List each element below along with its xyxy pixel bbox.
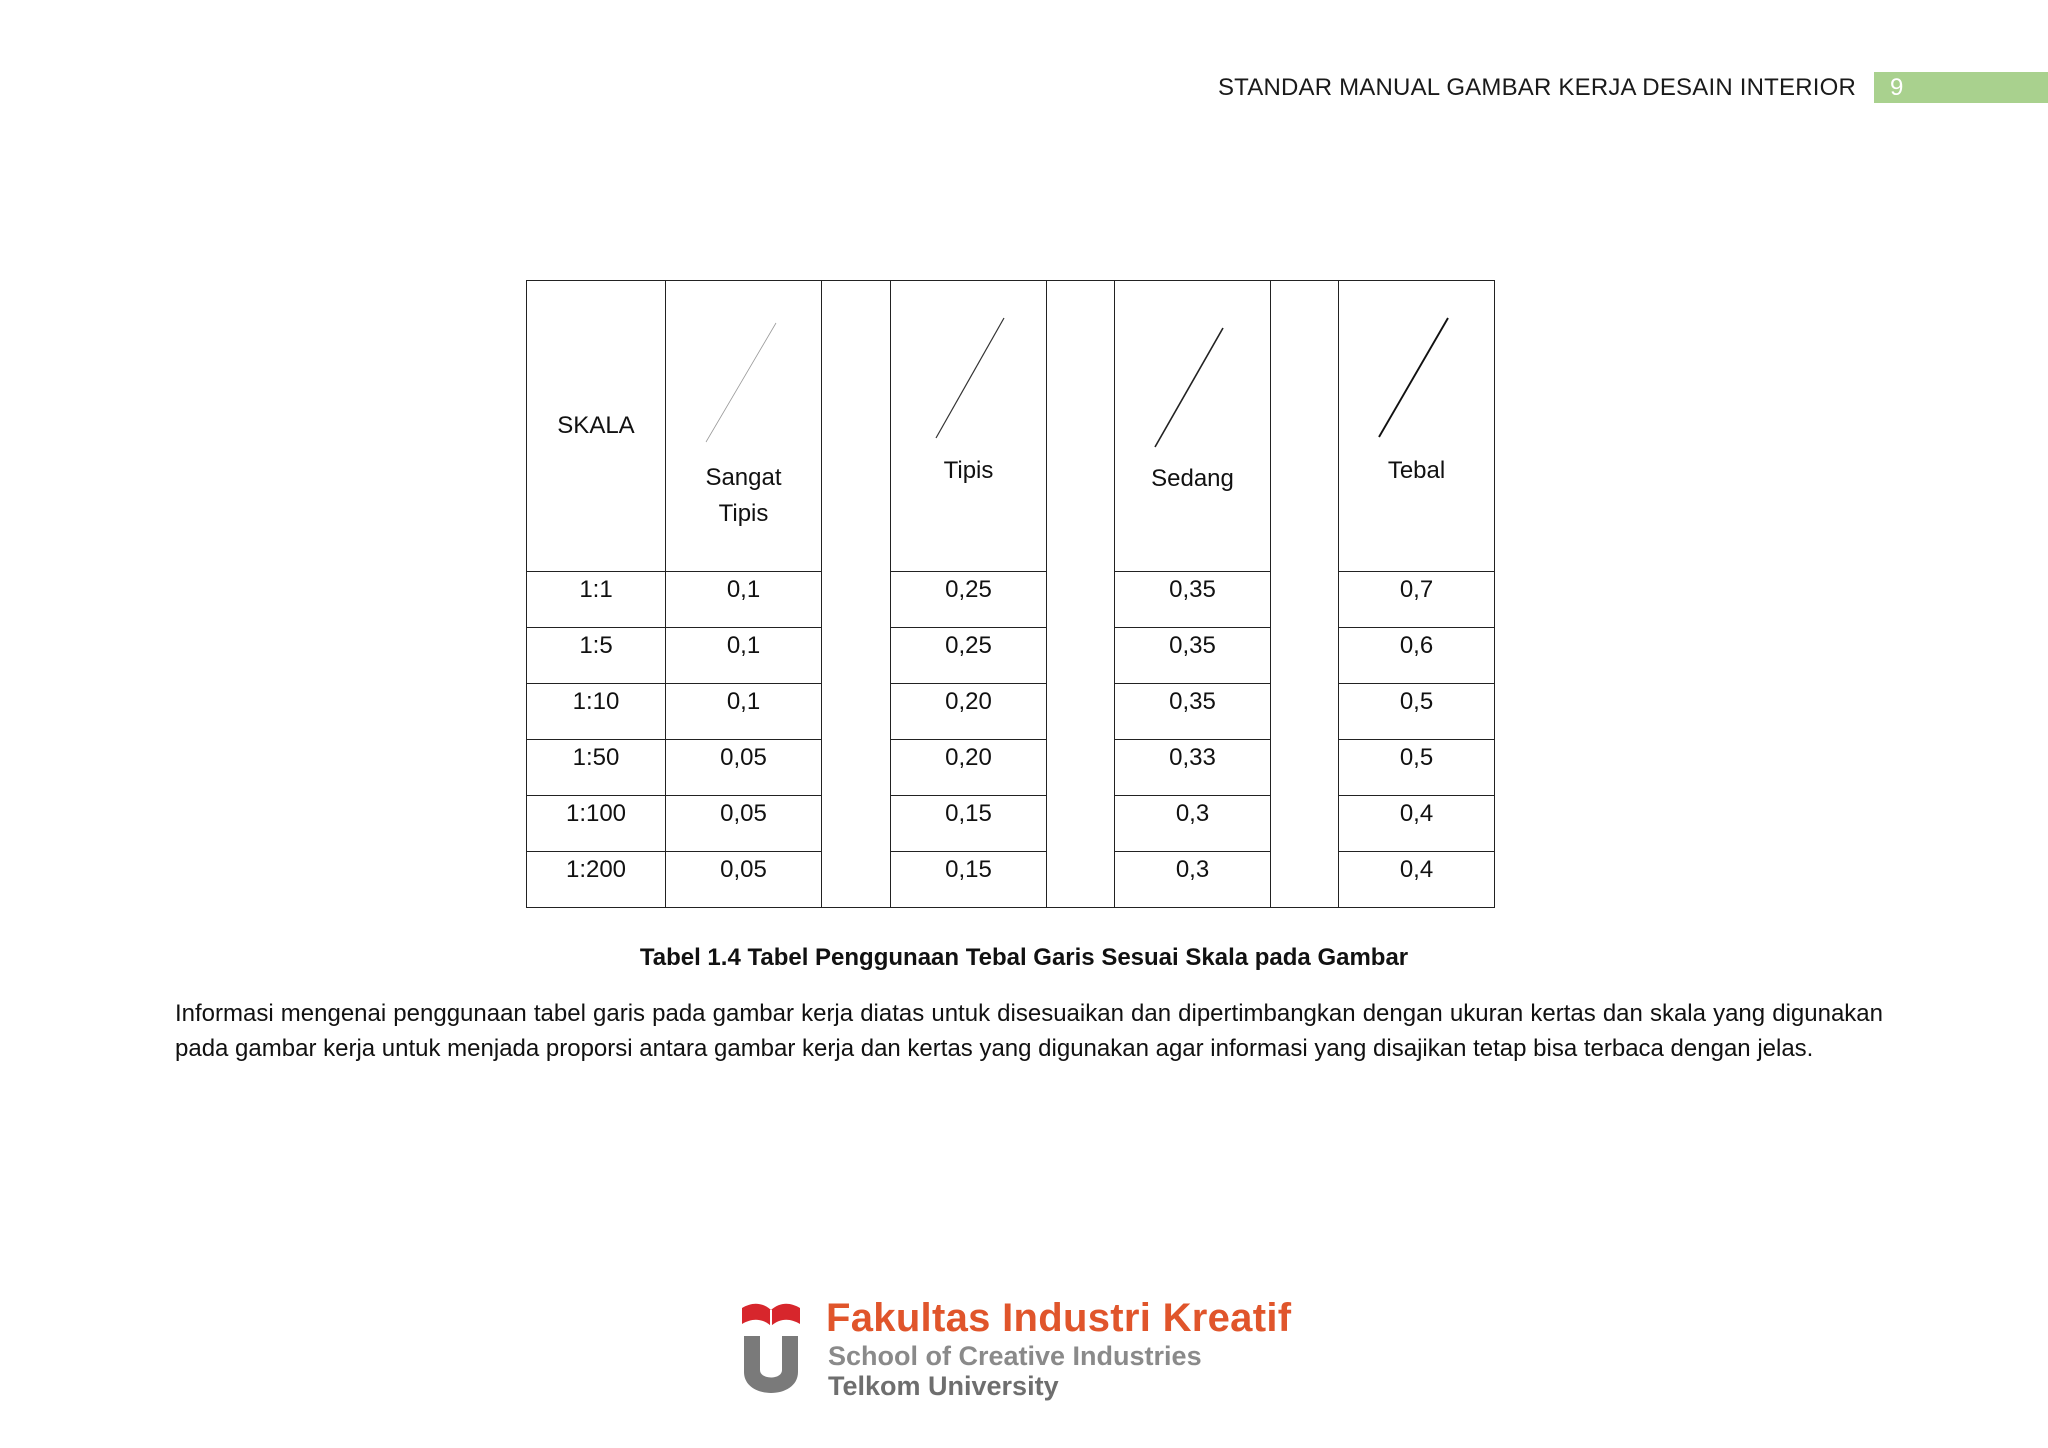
table-value-cell (1338, 571, 1495, 628)
table-value-cell (665, 683, 822, 740)
line-weight-sample-line (936, 318, 1004, 438)
table-value-cell (1338, 627, 1495, 684)
line-thickness-value: 0,25 (945, 576, 992, 603)
line-weight-sample-line (1379, 318, 1448, 437)
table-value-cell (1114, 851, 1271, 908)
line-thickness-value: 0,05 (720, 856, 767, 883)
table-value-cell (1338, 739, 1495, 796)
table-value-cell (1114, 627, 1271, 684)
table-value-cell (1114, 571, 1271, 628)
table-value-cell (1338, 795, 1495, 852)
table-value-cell (1114, 739, 1271, 796)
table-value-cell (1338, 683, 1495, 740)
table-value-cell (890, 739, 1047, 796)
line-thickness-value: 0,4 (1399, 856, 1434, 883)
table-header-label: SKALA (557, 412, 635, 439)
table-gap-column (1046, 280, 1115, 908)
scale-value: 1:200 (565, 856, 627, 883)
line-weight-sample-line (706, 323, 776, 442)
line-thickness-value: 0,4 (1399, 800, 1434, 827)
table-header-cell (665, 280, 822, 572)
table-value-cell (890, 851, 1047, 908)
line-thickness-value: 0,20 (945, 744, 992, 771)
line-thickness-value: 0,05 (720, 744, 767, 771)
line-thickness-value: 0,35 (1169, 688, 1216, 715)
line-thickness-value: 0,1 (726, 576, 761, 603)
footer-logo (742, 1296, 1322, 1410)
line-thickness-value: 0,3 (1175, 800, 1210, 827)
table-scale-cell (526, 683, 666, 740)
table-header-label: Tebal (1387, 457, 1446, 484)
table-header-label: Tipis (943, 457, 994, 484)
line-thickness-value: 0,35 (1169, 576, 1216, 603)
line-thickness-value: 0,15 (945, 800, 992, 827)
line-thickness-value: 0,33 (1169, 744, 1216, 771)
table-gap-column (821, 280, 891, 908)
scale-value: 1:100 (565, 800, 627, 827)
table-value-cell (1114, 795, 1271, 852)
table-gap-column (1270, 280, 1339, 908)
line-thickness-value: 0,5 (1399, 744, 1434, 771)
line-thickness-value: 0,3 (1175, 856, 1210, 883)
line-thickness-value: 0,35 (1169, 632, 1216, 659)
table-value-cell (1338, 851, 1495, 908)
page-number-box (1874, 72, 2048, 103)
table-header-cell (526, 280, 666, 572)
line-thickness-value: 0,1 (726, 632, 761, 659)
line-thickness-value: 0,5 (1399, 688, 1434, 715)
table-scale-cell (526, 739, 666, 796)
table-header-label: Sedang (1151, 465, 1234, 492)
table-scale-cell (526, 851, 666, 908)
line-weight-sample-icon (1339, 281, 1495, 572)
table-value-cell (665, 571, 822, 628)
logo-school-name: School of Creative Industries (828, 1341, 1202, 1371)
table-value-cell (1114, 683, 1271, 740)
body-paragraph: Informasi mengenai penggunaan tabel garis pada gambar kerja diatas untuk disesuaikan dan dipertimbangkan dengan ukuran kertas dan skala yang digunakan pada gambar kerja untuk menjada proporsi antara gambar kerja dan kertas yang digunakan agar informasi yang disajikan tetap bisa terbaca dengan jelas. (175, 1000, 1883, 1062)
header-title: STANDAR MANUAL GAMBAR KERJA DESAIN INTERIOR (1217, 74, 1856, 101)
line-weight-sample-icon (1115, 281, 1271, 572)
page-header (0, 72, 2048, 104)
table-scale-cell (526, 627, 666, 684)
line-thickness-value: 0,20 (945, 688, 992, 715)
table-header-cell (1114, 280, 1271, 572)
scale-value: 1:5 (579, 632, 613, 659)
line-weight-sample-icon (891, 281, 1047, 572)
table-value-cell (890, 683, 1047, 740)
line-thickness-value: 0,15 (945, 856, 992, 883)
table-header-cell (890, 280, 1047, 572)
logo-faculty-name: Fakultas Industri Kreatif (826, 1296, 1292, 1340)
line-weight-sample-line (1155, 328, 1223, 447)
table-value-cell (890, 795, 1047, 852)
table-scale-cell (526, 571, 666, 628)
scale-value: 1:10 (572, 688, 620, 715)
table-header-cell (1338, 280, 1495, 572)
scale-value: 1:1 (579, 576, 613, 603)
table-scale-cell (526, 795, 666, 852)
table-value-cell (665, 627, 822, 684)
table-value-cell (665, 739, 822, 796)
table-value-cell (890, 627, 1047, 684)
scale-value: 1:50 (572, 744, 620, 771)
table-value-cell (665, 851, 822, 908)
page-number: 9 (1890, 74, 1904, 101)
telkom-university-emblem-icon (742, 1300, 800, 1404)
line-thickness-value: 0,05 (720, 800, 767, 827)
line-weight-table (526, 280, 1494, 906)
line-thickness-value: 0,7 (1399, 576, 1434, 603)
table-caption: Tabel 1.4 Tabel Penggunaan Tebal Garis Sesuai Skala pada Gambar (639, 944, 1409, 971)
table-header-label: Sangat Tipis (705, 464, 782, 527)
logo-university-name: Telkom University (828, 1371, 1059, 1401)
line-thickness-value: 0,6 (1399, 632, 1434, 659)
line-thickness-value: 0,1 (726, 688, 761, 715)
line-thickness-value: 0,25 (945, 632, 992, 659)
table-value-cell (890, 571, 1047, 628)
table-value-cell (665, 795, 822, 852)
